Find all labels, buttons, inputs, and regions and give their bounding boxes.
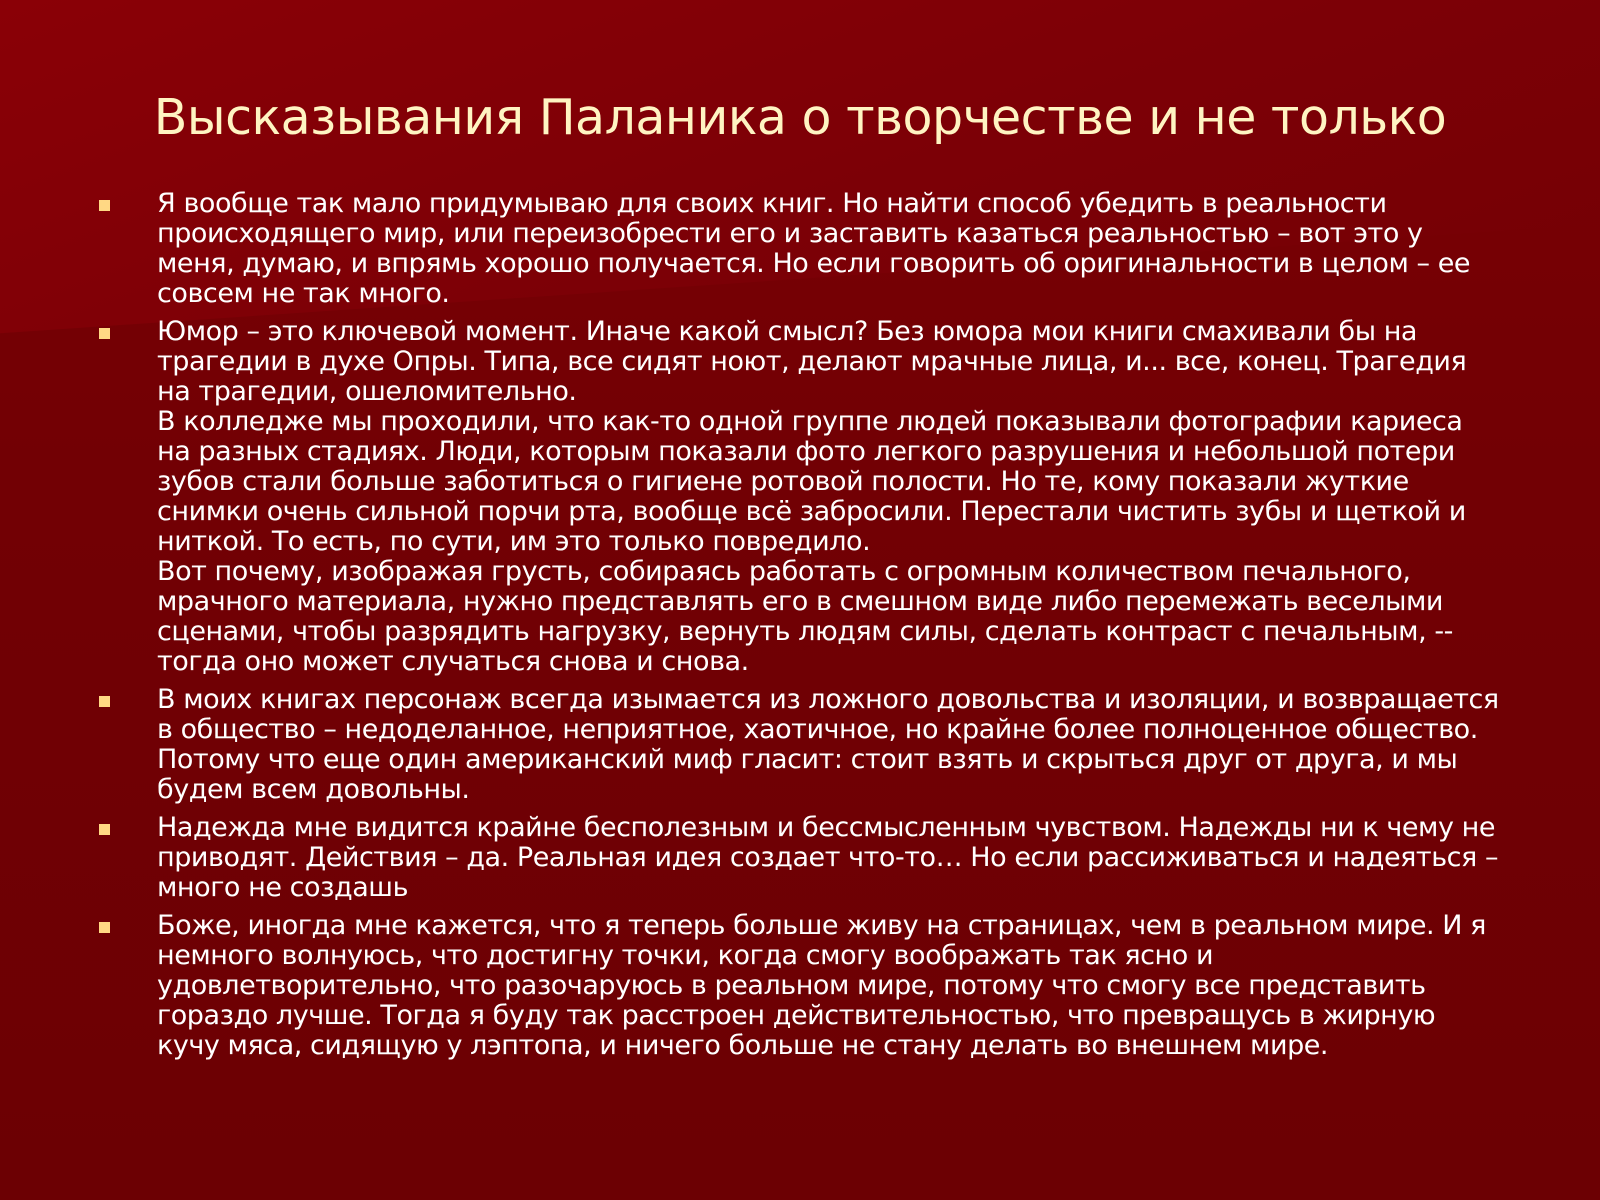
bullet-item <box>0 685 1600 805</box>
square-bullet-icon <box>99 328 110 339</box>
bullet-paragraph: Надежда мне видится крайне бесполезным и бессмысленным чувством. Надежды ни к чему не приводят. Действия – да. Реальная идея создает что-то… Но если рассиживаться и надеяться – много не создашь <box>157 812 1499 903</box>
bullet-paragraph: В моих книгах персонаж всегда изымается из ложного довольства и изоляции, и возвращается в общество – недоделанное, неприятное, хаотичное, но крайне более полноценное общество. Потому что еще один американский миф гласит: стоит взять и скрыться друг от друга, и мы будем всем довольны. <box>157 684 1499 805</box>
bullet-item <box>0 317 1600 677</box>
bullet-item <box>0 189 1600 309</box>
bullet-paragraph: Боже, иногда мне кажется, что я теперь больше живу на страницах, чем в реальном мире. И я немного волнуюсь, что достигну точки, когда смогу воображать так ясно и удовлетворительно, что разочаруюсь в реальном мире, потому что смогу все представить гораздо лучше. Тогда я буду так расстроен действительностью, что превращусь в жирную кучу мяса, сидящую у лэптопа, и ничего больше не стану делать во внешнем мире. <box>157 910 1486 1061</box>
bullet-text <box>157 189 1502 309</box>
square-bullet-icon <box>99 824 110 835</box>
bullet-text <box>157 685 1502 805</box>
bullet-item <box>0 911 1600 1061</box>
square-bullet-icon <box>99 696 110 707</box>
bullet-text <box>157 813 1502 903</box>
square-bullet-icon <box>99 200 110 211</box>
bullet-paragraph: В колледже мы проходили, что как-то одной группе людей показывали фотографии кариеса на разных стадиях. Люди, которым показали фото легкого разрушения и небольшой потери зубов стали больше заботиться о гигиене ротовой полости. Но те, кому показали жуткие снимки очень сильной порчи рта, вообще всё забросили. Перестали чистить зубы и щеткой и ниткой. То есть, по сути, им это только повредило. <box>157 406 1466 557</box>
bullet-paragraph: Юмор – это ключевой момент. Иначе какой смысл? Без юмора мои книги смахивали бы на трагедии в духе Опры. Типа, все сидят ноют, делают мрачные лица, и... все, конец. Трагедия на трагедии, ошеломительно. <box>157 316 1467 407</box>
bullet-paragraph: Вот почему, изображая грусть, собираясь работать с огромным количеством печального, мрачного материала, нужно представлять его в смешном виде либо перемежать веселыми сценами, чтобы разрядить нагрузку, вернуть людям силы, сделать контраст с печальным, -- тогда оно может случаться снова и снова. <box>157 556 1453 677</box>
bullet-text <box>157 317 1502 677</box>
square-bullet-icon <box>99 922 110 933</box>
bullet-paragraph: Я вообще так мало придумываю для своих книг. Но найти способ убедить в реальности происходящего мир, или переизобрести его и заставить казаться реальностью – вот это у меня, думаю, и впрямь хорошо получается. Но если говорить об оригинальности в целом – ее совсем не так много. <box>157 188 1471 309</box>
bullet-text <box>157 911 1502 1061</box>
slide-title: Высказывания Паланика о творчестве и не только <box>153 89 1447 146</box>
bullet-list <box>0 189 1600 1069</box>
bullet-item <box>0 813 1600 903</box>
